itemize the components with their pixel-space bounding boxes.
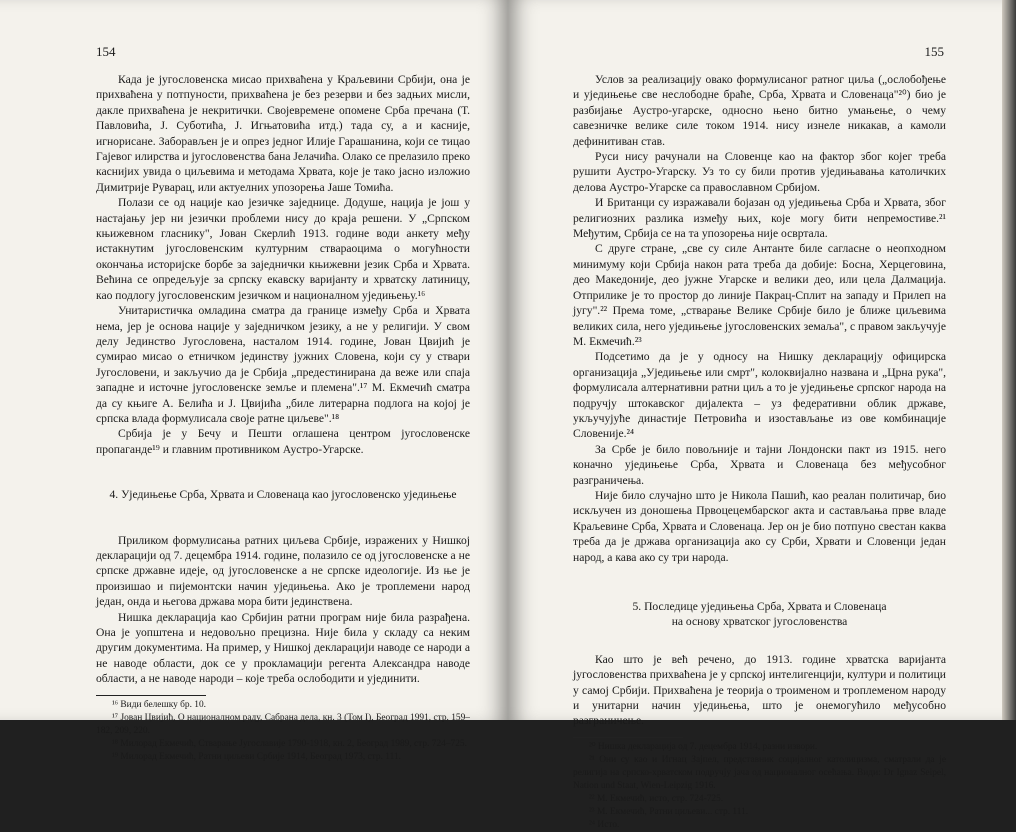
left-page <box>0 0 508 762</box>
footnote: ²⁰ Нишка декларација од 7. децембра 1914, разни извори. <box>589 741 818 752</box>
paragraph: Руси нису рачунали на Словенце као на фактор због којег треба рушити Аустро-Угарску. Уз то су били против уједињавања католичких делова Аустро-Угарске са православном Србијом. <box>573 150 946 194</box>
right-body <box>573 72 946 832</box>
page-edge <box>1002 0 1016 720</box>
footnote: ¹⁸ Милорад Екмечић, Стварање Југославије 1790-1918, кн. 2, Београд 1989, стр. 724–725. <box>112 738 467 749</box>
footnote: ²⁴ Исто. <box>589 819 620 830</box>
section-heading-line2: на основу хрватског југословенства <box>671 615 848 629</box>
page-number-right: 155 <box>924 44 944 59</box>
section-heading-line1: 5. Последице уједињења Срба, Хрвата и Словенаца <box>632 600 887 613</box>
footnote: ¹⁶ Види белешку бр. 10. <box>112 699 207 710</box>
paragraph: За Србе је било повољније и тајни Лондонски пакт из 1915. него коначно уједињење Срба, Хрвата и Словенаца без међусобног разграничења. <box>573 442 946 487</box>
paragraph: Унитаристичка омладина сматра да границе између Срба и Хрвата нема, јер је основа нације у заједничком језику, а не у религији. У свом делу Јединство Југословена, насталом 1914. године, Јован Цвијић је сумирао мисао о етничком јединству јужних Словена, који су у ствари Југословени, и закључио да је Србија „предестинирана да веже или спаја западне и источне југословенске земље и племена".¹⁷ М. Екмечић сматра да су књиге А. Белића и Ј. Цвијића „биле литерарна подлога на којој је српска влада формулисала своје ратне циљеве".¹⁸ <box>96 304 470 425</box>
paragraph: И Британци су изражавали бојазан од уједињења Срба и Хрвата, због религиозних разлика између њих, које могу бити непремостиве.²¹ Међутим, Србија се на та упозорења није освртала. <box>573 196 946 241</box>
footnote: ¹⁹ Милорад Екмечић, Ратни циљеви Србије 1914, Београд 1973, стр. 111. <box>112 751 401 762</box>
footnote: ²³ М. Екмечић, Ратни циљеви... стр. 111. <box>589 806 749 817</box>
paragraph: Полази се од нације као језичке заједнице. Додуше, нација је још у настајању јер ни језички проблеми нису до краја решени. У „Српском књижевном гласнику", Јован Скерлић 1913. године води анкету међу истакнутим југословенским културним ствараоцима о могућности окончања историјске борбе за заједнички књижевни језик Срба и Хрвата. Већина се опредељује за српску екавску варијанту и хрватску латиницу, као подлогу југословенским језичком и националном уједињењу.¹⁶ <box>96 196 470 302</box>
paragraph: С друге стране, „све су силе Антанте биле сагласне о неопходном минимуму који Србија након рата треба да добије: Босна, Херцеговина, део Македоније, део јужне Угарске и велики део, или цела Далмација. Отприлике је то простор до линије Пакрац-Сплит на западу и Прилеп на југу".²² Према томе, „стварање Велике Србије било је ближе циљевима великих сила, него уједињење југословенских земаља", с правом закључује М. Екмечић.²³ <box>573 242 946 348</box>
footnote-rule <box>573 737 683 738</box>
footnote: ¹⁷ Јован Цвијић, О националном раду, Сабрана дела, кн. 3 (Том I), Београд 1991, стр. 159–182, 209, 220. <box>96 712 470 736</box>
section-heading <box>573 599 946 630</box>
paragraph: Као што је већ речено, до 1913. године хрватска варијанта југословенства прихваћена је у српској интелигенцији, култури и политици у самој Србији. Прихваћена је теорија о троименом и троплеменом народу и унитарни начин уједињења, што је онемогућило међусобно разграничење. <box>573 652 946 728</box>
section-heading: 4. Уједињење Срба, Хрвата и Словенаца као југословенско уједињење <box>109 488 457 502</box>
paragraph: Услов за реализацију овако формулисаног ратног циља („ослобођење и уједињење све неслободне браће, Срба, Хрвата и Словенаца"²⁰) био је разбијање Аустро-угарске, односно њено битно умањење, о чему савезничке велике силе током 1914. нису изнеле никакав, а камоли дефинитиван став. <box>573 73 946 148</box>
paragraph: Србија је у Бечу и Пешти оглашена центром југословенске пропаганде¹⁹ и главним противником Аустро-Угарске. <box>96 427 470 456</box>
footnote: ²¹ Они су као и Игнац Зајпел, представник социјалног католицизма, сматрали да је религија на српско-хрватском подручју јача од националног осећања. Види: Dr Ignaz Seipel, Nation und Staat, Wien-Leipzig 1916. <box>573 754 946 791</box>
footnote-rule <box>96 695 206 696</box>
paragraph: Приликом формулисања ратних циљева Србије, изражених у Нишкој декларацији од 7. децембра 1914. године, полазило се од југословенске а не српске државне идеје, од југословенске а не српске идеологије. Из ње је произишао и пијемонтски начин уједињења. Ако је троплемени народ један, онда и његова држава мора бити јединствена. <box>96 533 470 609</box>
paragraph: Када је југословенска мисао прихваћена у Краљевини Србији, она је прихваћена у потпуности, прихваћена је без резерви и без задњих мисли, дакле прихваћена је некритички. Својевремене опомене Срба пречана (Т. Павловића, Ј. Суботића, Ј. Игњатовића итд.) тада су, а и касније, игнорисане. Заборављен је и опрез једног Илије Гарашанина, који се тицао Гајевог илирства и југословенства бана Јелачића. Олако се прелазило преко каснијих увида о циљевима и методама Хрвата, које је тако јасно изложио Димитрије Руварац, или актуелних упозорења Јаше Томића. <box>96 73 470 194</box>
paragraph: Није било случајно што је Никола Пашић, као реалан политичар, био искључен из доношења Првоцецембарског акта и састављања прве владе Краљевине Срба, Хрвата и Словенаца. Јер он је био потпуно свестан каква треба да је држава организација ако су Срби, Хрвати и Словенци један народ, а кава ако су три народа. <box>573 488 946 564</box>
page-number-left: 154 <box>96 44 116 59</box>
footnote: ²² М. Екмечић, исто, стр. 724-725. <box>589 793 724 804</box>
paragraph: Подсетимо да је у односу на Нишку декларацију официрска организација „Уједињење или смрт", колоквијално названа и „Црна рука", формулисала алтернативни ратни циљ а то је уједињење српског народа на подручју штокавског дијалекта – уз федеративни облик државе, укључујуће династије Петровића и изостављање из ове комбинације Словеније.²⁴ <box>573 350 946 441</box>
left-body <box>96 72 470 764</box>
paragraph: Нишка декларација као Србијин ратни програм није била разрађена. Она је уопштена и недовољно прецизна. Није била у складу са неким другим документима. На пример, у Нишкој декларацији наводе се народи а не наводе области, док се у прокламацији регента Александра наводе области, а не наводе народи – које треба ослободити и ујединити. <box>96 610 470 686</box>
right-page <box>508 0 1016 830</box>
